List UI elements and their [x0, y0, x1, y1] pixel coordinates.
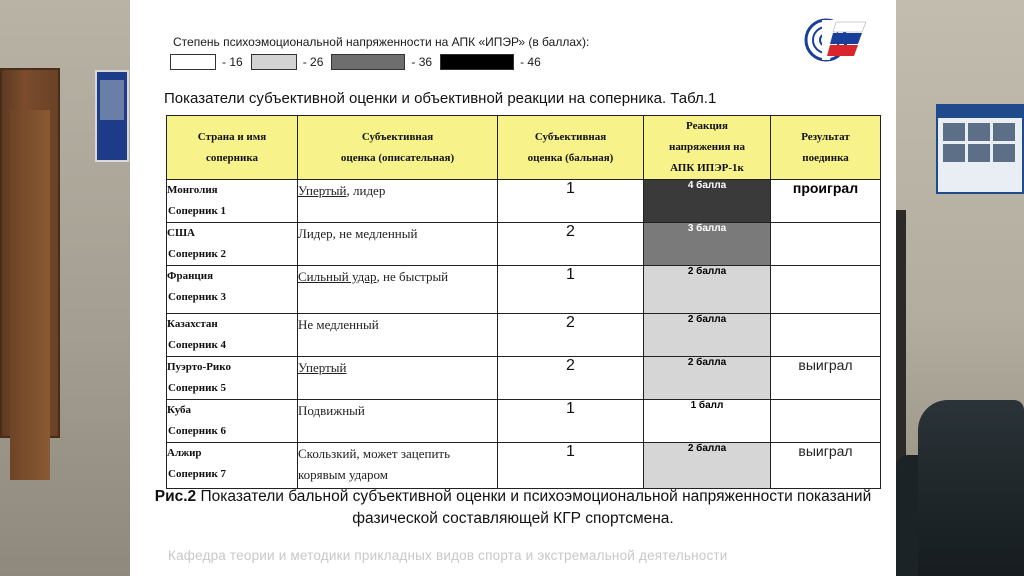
opponent-cell: [167, 357, 298, 400]
reaction-cell: 2 балла: [644, 314, 771, 357]
subjective-description-cell: Подвижный: [298, 400, 498, 443]
column-header: Страна и имя соперника: [167, 116, 298, 180]
country-name: Пуэрто-Рико: [167, 361, 231, 373]
opponent-cell: [167, 400, 298, 443]
legend: [170, 53, 549, 71]
legend-swatch: [331, 54, 405, 70]
reaction-cell: 2 балла: [644, 357, 771, 400]
wall-poster-right: [936, 104, 1024, 194]
subjective-score-cell: 1: [498, 266, 644, 314]
column-header: Реакция напряжения на АПК ИПЭР-1к: [644, 116, 771, 180]
university-logo-icon: [800, 16, 870, 64]
department-footer: Кафедра теории и методики прикладных видов спорта и экстремальной деятельности: [168, 548, 728, 563]
opponent-name: Соперник 6: [168, 425, 227, 437]
opponent-name: Соперник 5: [168, 382, 227, 394]
column-header: Субъективная оценка (описательная): [298, 116, 498, 180]
legend-swatch: [440, 54, 514, 70]
table-row: [167, 314, 881, 357]
figure-caption: [130, 486, 896, 530]
country-name: Монголия: [167, 184, 218, 196]
result-cell: [771, 314, 881, 357]
wall-poster-left: [95, 70, 129, 162]
opponent-cell: [167, 223, 298, 266]
figure-text: Показатели бальной субъективной оценки и психоэмоциональной напряженности показаний фазической составляющей КГР спортсмена.: [196, 488, 872, 527]
opponent-cell: [167, 180, 298, 223]
subjective-score-cell: 2: [498, 314, 644, 357]
opponent-name: Соперник 3: [168, 291, 227, 303]
reaction-cell: 4 балла: [644, 180, 771, 223]
column-header: Субъективная оценка (бальная): [498, 116, 644, 180]
table-row: [167, 400, 881, 443]
figure-label: Рис.2: [154, 488, 197, 505]
table-row: [167, 180, 881, 223]
opponent-cell: [167, 443, 298, 489]
table-header-row: [167, 116, 881, 180]
legend-title: Степень психоэмоциональной напряженности на АПК «ИПЭР» (в баллах):: [173, 35, 590, 49]
table-row: [167, 223, 881, 266]
opponent-name: Соперник 2: [168, 248, 227, 260]
result-cell: выиграл: [771, 357, 881, 400]
subjective-score-cell: 1: [498, 400, 644, 443]
legend-label: - 46: [520, 55, 541, 69]
country-name: Куба: [167, 404, 192, 416]
opponent-name: Соперник 1: [168, 205, 227, 217]
result-cell: [771, 400, 881, 443]
opponent-cell: [167, 314, 298, 357]
legend-swatch: [170, 54, 216, 70]
subjective-description-cell: Скользкий, может зацепить корявым ударом: [298, 443, 498, 489]
wooden-panel: [0, 68, 60, 438]
reaction-cell: 1 балл: [644, 400, 771, 443]
subjective-description-cell: Лидер, не медленный: [298, 223, 498, 266]
reaction-cell: 3 балла: [644, 223, 771, 266]
subjective-description-cell: Не медленный: [298, 314, 498, 357]
subjective-score-cell: 1: [498, 443, 644, 489]
reaction-cell: 2 балла: [644, 266, 771, 314]
country-name: Алжир: [167, 447, 202, 459]
table-row: [167, 357, 881, 400]
result-cell: [771, 266, 881, 314]
subjective-description-cell: Упертый: [298, 357, 498, 400]
presentation-slide: [130, 0, 896, 576]
reaction-cell: 2 балла: [644, 443, 771, 489]
opponent-name: Соперник 7: [168, 468, 227, 480]
subjective-description-cell: Упертый, лидер: [298, 180, 498, 223]
legend-swatch: [251, 54, 297, 70]
subjective-score-cell: 2: [498, 357, 644, 400]
legend-label: - 36: [411, 55, 433, 69]
country-name: Казахстан: [167, 318, 218, 330]
subjective-description-cell: Сильный удар, не быстрый: [298, 266, 498, 314]
result-cell: [771, 223, 881, 266]
opponent-cell: [167, 266, 298, 314]
table-caption: Показатели субъективной оценки и объективной реакции на соперника. Табл.1: [164, 90, 717, 107]
opponent-name: Соперник 4: [168, 339, 227, 351]
table-row: [167, 443, 881, 489]
legend-label: - 16: [222, 55, 243, 69]
subjective-score-cell: 1: [498, 180, 644, 223]
office-chair: [918, 400, 1024, 576]
result-cell: проиграл: [771, 180, 881, 223]
column-header: Результат поединка: [771, 116, 881, 180]
country-name: США: [167, 227, 195, 239]
stand-pole: [896, 210, 906, 470]
legend-label: - 26: [302, 55, 324, 69]
data-table: [166, 115, 881, 489]
country-name: Франция: [167, 270, 214, 282]
subjective-score-cell: 2: [498, 223, 644, 266]
result-cell: выиграл: [771, 443, 881, 489]
table-row: [167, 266, 881, 314]
